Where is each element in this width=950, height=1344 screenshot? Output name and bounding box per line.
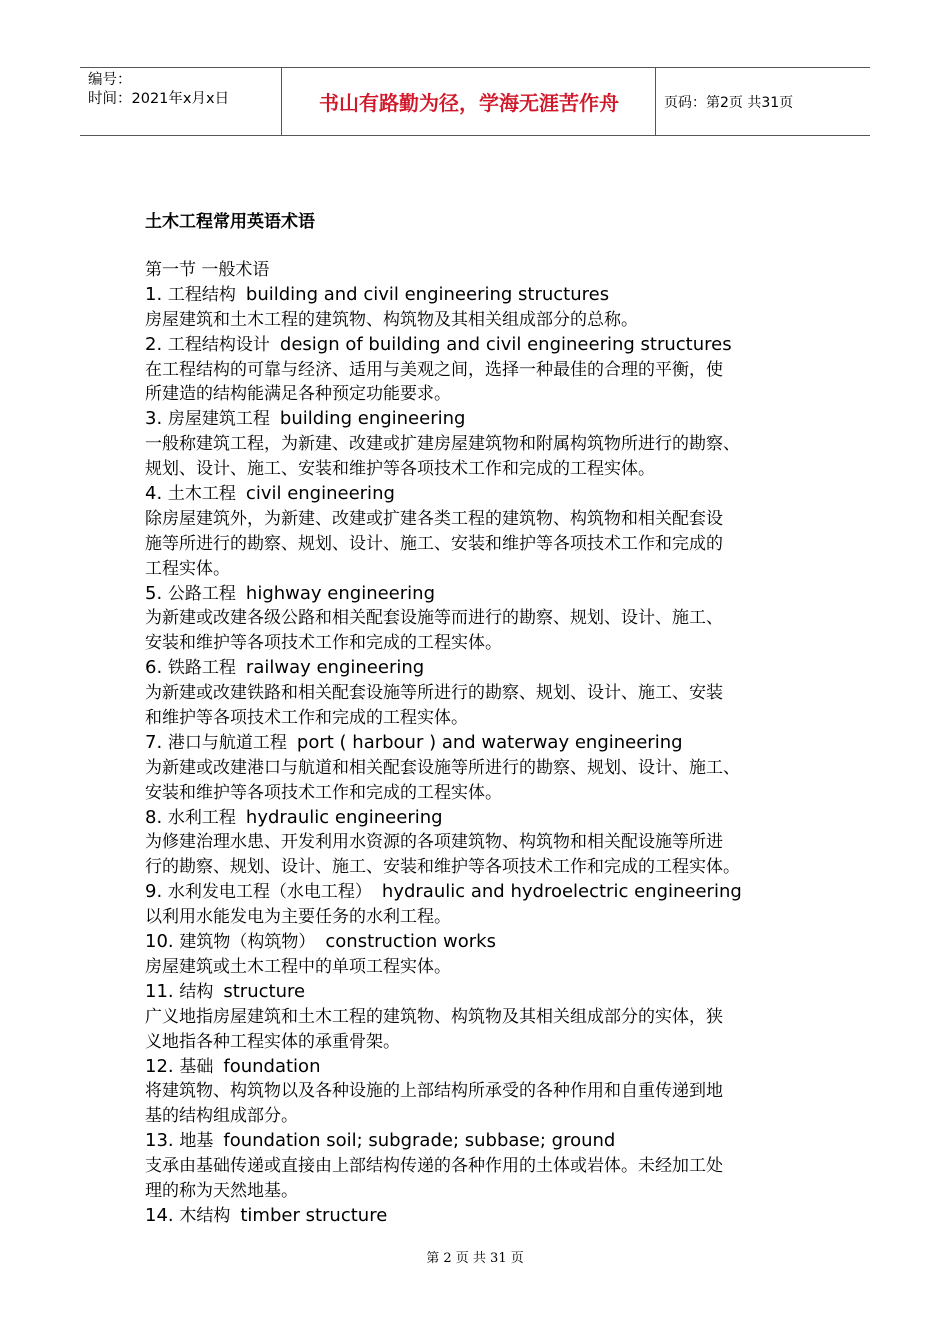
term-number: 10. (145, 931, 174, 953)
term-definition-line: 施等所进行的勘察、规划、设计、施工、安装和维护等各项技术工作和完成的 (145, 533, 723, 554)
term-english: design of building and civil engineering structures (279, 333, 732, 355)
time-label: 时间：2021年x月x日 (88, 91, 230, 107)
term-heading (145, 930, 835, 955)
term-definition-line: 一般称建筑工程，为新建、改建或扩建房屋建筑物和附属构筑物所进行的勘察、 (145, 434, 740, 455)
term-definition-line: 基的结构组成部分。 (145, 1106, 298, 1127)
term-definition-line: 安装和维护等各项技术工作和完成的工程实体。 (145, 782, 502, 803)
term-english: foundation soil; subgrade; subbase; ground (223, 1130, 616, 1152)
term-heading (145, 407, 835, 432)
term-number: 9. (145, 881, 163, 903)
term-english: civil engineering (245, 483, 395, 505)
header-divider-left (281, 68, 282, 135)
document-title: 土木工程常用英语术语 (145, 212, 315, 232)
header-meta (88, 71, 229, 109)
term-english: port ( harbour ) and waterway engineering (296, 731, 683, 753)
term-english: highway engineering (245, 582, 435, 604)
header-page-info: 页码：第2页 共31页 (664, 94, 794, 111)
term-chinese: 工程结构设计 (167, 334, 270, 355)
term-number: 1. (145, 283, 163, 305)
term-number: 7. (145, 731, 163, 753)
term-heading (145, 731, 835, 756)
document-body (145, 258, 835, 1229)
term-chinese: 公路工程 (167, 583, 236, 604)
section-heading: 第一节 一般术语 (145, 260, 270, 280)
number-label: 编号： (88, 72, 132, 88)
term-definition-line: 为新建或改建铁路和相关配套设施等所进行的勘察、规划、设计、施工、安装 (145, 683, 723, 704)
term-english: timber structure (240, 1204, 388, 1226)
term-definition-line: 为修建治理水患、开发利用水资源的各项建筑物、构筑物和相关配设施等所进 (145, 832, 723, 853)
term-english: railway engineering (245, 657, 425, 679)
term-definition-line: 规划、设计、施工、安装和维护等各项技术工作和完成的工程实体。 (145, 459, 655, 480)
term-chinese: 建筑物（构筑物） (179, 932, 316, 953)
term-number: 11. (145, 980, 174, 1002)
term-definition-line: 理的称为天然地基。 (145, 1180, 298, 1201)
term-heading (145, 1055, 835, 1080)
term-heading (145, 880, 835, 905)
term-number: 6. (145, 657, 163, 679)
term-english: construction works (325, 931, 496, 953)
term-definition-line: 所建造的结构能满足各种预定功能要求。 (145, 384, 451, 405)
document-header (80, 67, 870, 136)
term-definition-line: 义地指各种工程实体的承重骨架。 (145, 1031, 400, 1052)
term-definition-line: 支承由基础传递或直接由上部结构传递的各种作用的土体或岩体。未经加工处 (145, 1156, 723, 1177)
term-definition-line: 将建筑物、构筑物以及各种设施的上部结构所承受的各种作用和自重传递到地 (145, 1081, 723, 1102)
term-definition-line: 工程实体。 (145, 558, 230, 579)
term-number: 12. (145, 1055, 174, 1077)
term-chinese: 木结构 (179, 1205, 231, 1226)
term-definition-line: 房屋建筑和土木工程的建筑物、构筑物及其相关组成部分的总称。 (145, 309, 638, 330)
term-heading (145, 283, 835, 308)
term-english: hydraulic and hydroelectric engineering (381, 881, 742, 903)
term-heading (145, 1129, 835, 1154)
term-chinese: 基础 (179, 1056, 214, 1077)
term-heading (145, 1204, 835, 1229)
term-definition-line: 行的勘察、规划、设计、施工、安装和维护等各项技术工作和完成的工程实体。 (145, 857, 740, 878)
term-definition-line: 房屋建筑或土木工程中的单项工程实体。 (145, 956, 451, 977)
term-chinese: 水利发电工程（水电工程） (167, 882, 372, 903)
header-divider-right (655, 68, 656, 135)
header-motto: 书山有路勤为径，学海无涯苦作舟 (319, 91, 619, 115)
term-chinese: 水利工程 (167, 807, 236, 828)
term-english: building engineering (279, 408, 466, 430)
term-heading (145, 980, 835, 1005)
term-chinese: 工程结构 (167, 284, 236, 305)
term-english: structure (223, 980, 306, 1002)
term-heading (145, 582, 835, 607)
term-number: 8. (145, 806, 163, 828)
term-english: building and civil engineering structures (245, 283, 610, 305)
term-chinese: 地基 (179, 1131, 214, 1152)
term-heading (145, 806, 835, 831)
term-definition-line: 安装和维护等各项技术工作和完成的工程实体。 (145, 633, 502, 654)
term-heading (145, 656, 835, 681)
term-english: foundation (223, 1055, 321, 1077)
term-definition-line: 为新建或改建各级公路和相关配套设施等而进行的勘察、规划、设计、施工、 (145, 608, 723, 629)
term-chinese: 土木工程 (167, 484, 236, 505)
term-heading (145, 333, 835, 358)
term-number: 2. (145, 333, 163, 355)
term-definition-line: 和维护等各项技术工作和完成的工程实体。 (145, 708, 468, 729)
term-number: 14. (145, 1204, 174, 1226)
term-heading (145, 482, 835, 507)
term-number: 4. (145, 483, 163, 505)
term-chinese: 铁路工程 (167, 658, 236, 679)
page-footer: 第 2 页 共 31 页 (426, 1251, 524, 1266)
term-number: 5. (145, 582, 163, 604)
term-definition-line: 为新建或改建港口与航道和相关配套设施等所进行的勘察、规划、设计、施工、 (145, 757, 740, 778)
term-number: 13. (145, 1130, 174, 1152)
term-definition-line: 在工程结构的可靠与经济、适用与美观之间，选择一种最佳的合理的平衡，使 (145, 359, 723, 380)
term-definition-line: 除房屋建筑外，为新建、改建或扩建各类工程的建筑物、构筑物和相关配套设 (145, 508, 723, 529)
term-chinese: 港口与航道工程 (167, 732, 287, 753)
term-definition-line: 广义地指房屋建筑和土木工程的建筑物、构筑物及其相关组成部分的实体，狭 (145, 1006, 723, 1027)
term-definition-line: 以利用水能发电为主要任务的水利工程。 (145, 907, 451, 928)
term-number: 3. (145, 408, 163, 430)
term-english: hydraulic engineering (245, 806, 443, 828)
term-chinese: 房屋建筑工程 (167, 409, 270, 430)
term-chinese: 结构 (179, 981, 214, 1002)
